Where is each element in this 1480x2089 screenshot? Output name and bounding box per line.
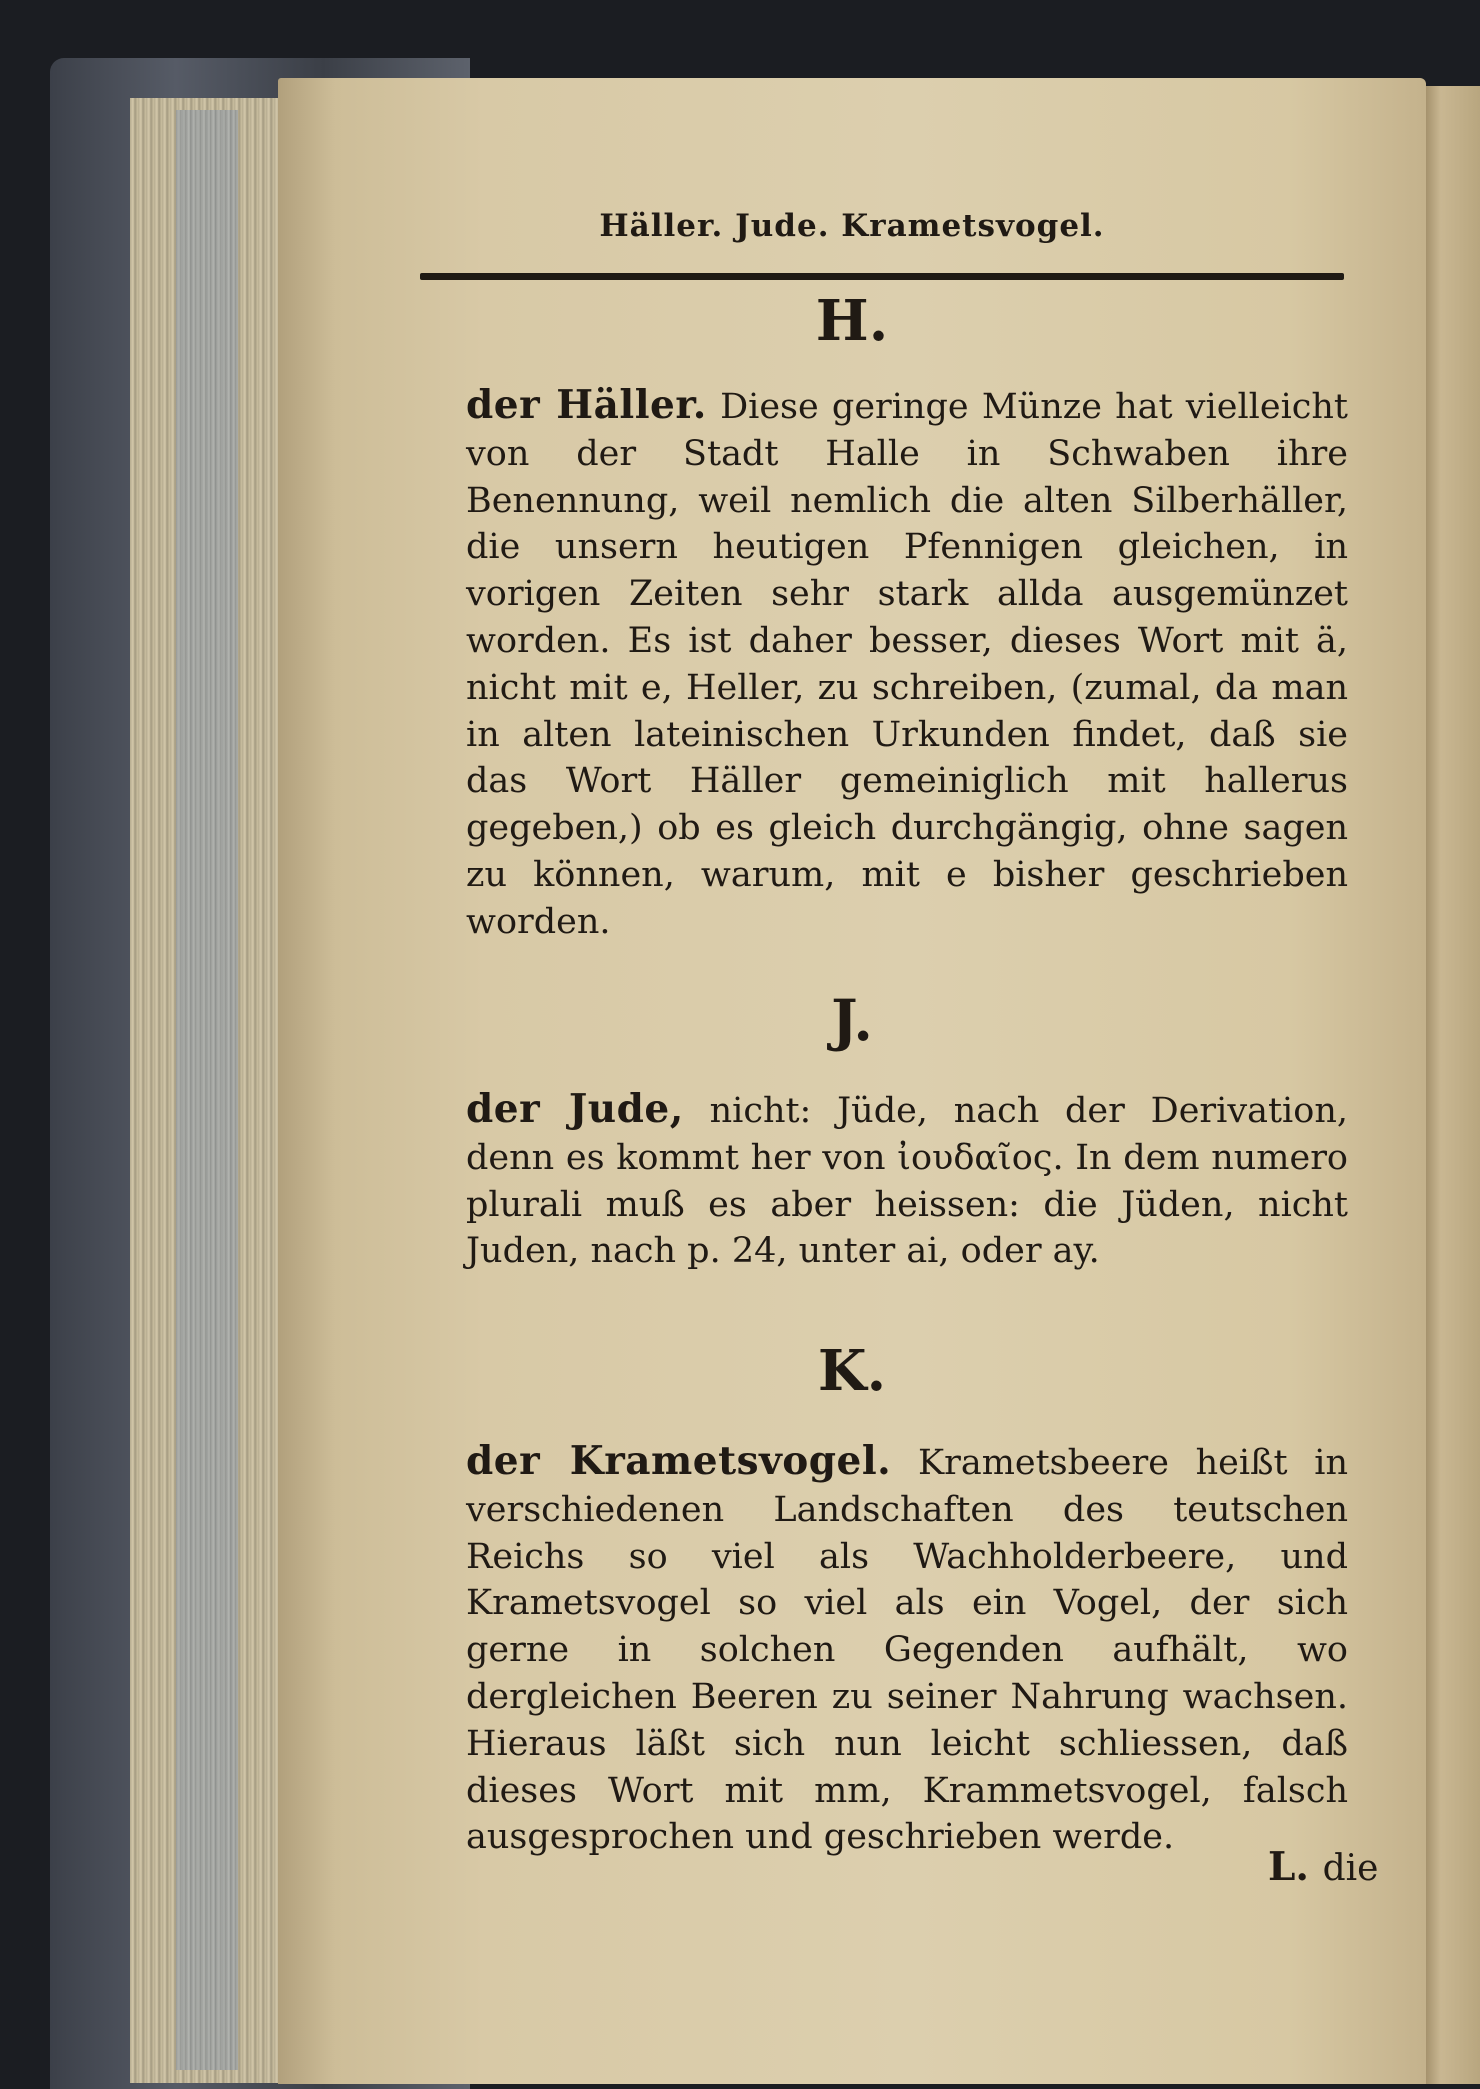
catchword-word: die [1322, 1848, 1379, 1889]
entry-jude-text: nicht: Jüde, nach der Derivation, denn es kommt her von ἰουδαῖος. In dem numero plurali muß es aber heissen: die Jüden, nicht Juden, nach p. 24, unter ai, oder ay. [466, 1091, 1348, 1272]
catchword-letter: L. [1268, 1844, 1309, 1890]
entry-jude [418, 1086, 1348, 1275]
entry-krametsvogel [418, 1438, 1348, 1861]
lemma-haller: der Häller. [466, 382, 707, 428]
section-letter-j: J. [831, 988, 873, 1054]
running-header: Häller. Jude. Krametsvogel. [599, 208, 1105, 244]
section-letter-h: H. [815, 288, 889, 354]
page-edge-band [176, 110, 238, 2070]
book-page [278, 78, 1426, 2084]
entry-haller-text: Diese geringe Münze hat vielleicht von der Stadt Halle in Schwaben ihre Benennung, weil nemlich die alten Silberhäller, die unsern heutigen Pfennigen gleichen, in vorigen Zeiten sehr stark allda ausgemünzet worden. Es ist daher besser, dieses Wort mit ä, nicht mit e, Heller, zu schreiben, (zumal, da man in alten lateinischen Urkunden findet, daß sie das Wort Häller gemeiniglich mit hallerus gegeben,) ob es gleich durchgängig, ohne sagen zu können, warum, mit e bisher geschrieben worden. [466, 387, 1348, 942]
header-rule [420, 273, 1344, 280]
facing-page-edge [1424, 86, 1480, 2084]
entry-haller [418, 382, 1348, 946]
catchword [1268, 1844, 1378, 1890]
section-letter-k: K. [817, 1338, 887, 1404]
lemma-jude: der Jude, [466, 1086, 684, 1132]
entry-krametsvogel-text: Krametsbeere heißt in verschiedenen Landschaften des teutschen Reichs so viel als Wachholderbeere, und Krametsvogel so viel als ein Vogel, der sich gerne in solchen Gegenden aufhält, wo dergleichen Beeren zu seiner Nahrung wachsen. Hieraus läßt sich nun leicht schliessen, daß dieses Wort mit mm, Krammetsvogel, falsch ausgesprochen und geschrieben werde. [466, 1443, 1348, 1858]
lemma-krametsvogel: der Krametsvogel. [466, 1438, 892, 1484]
